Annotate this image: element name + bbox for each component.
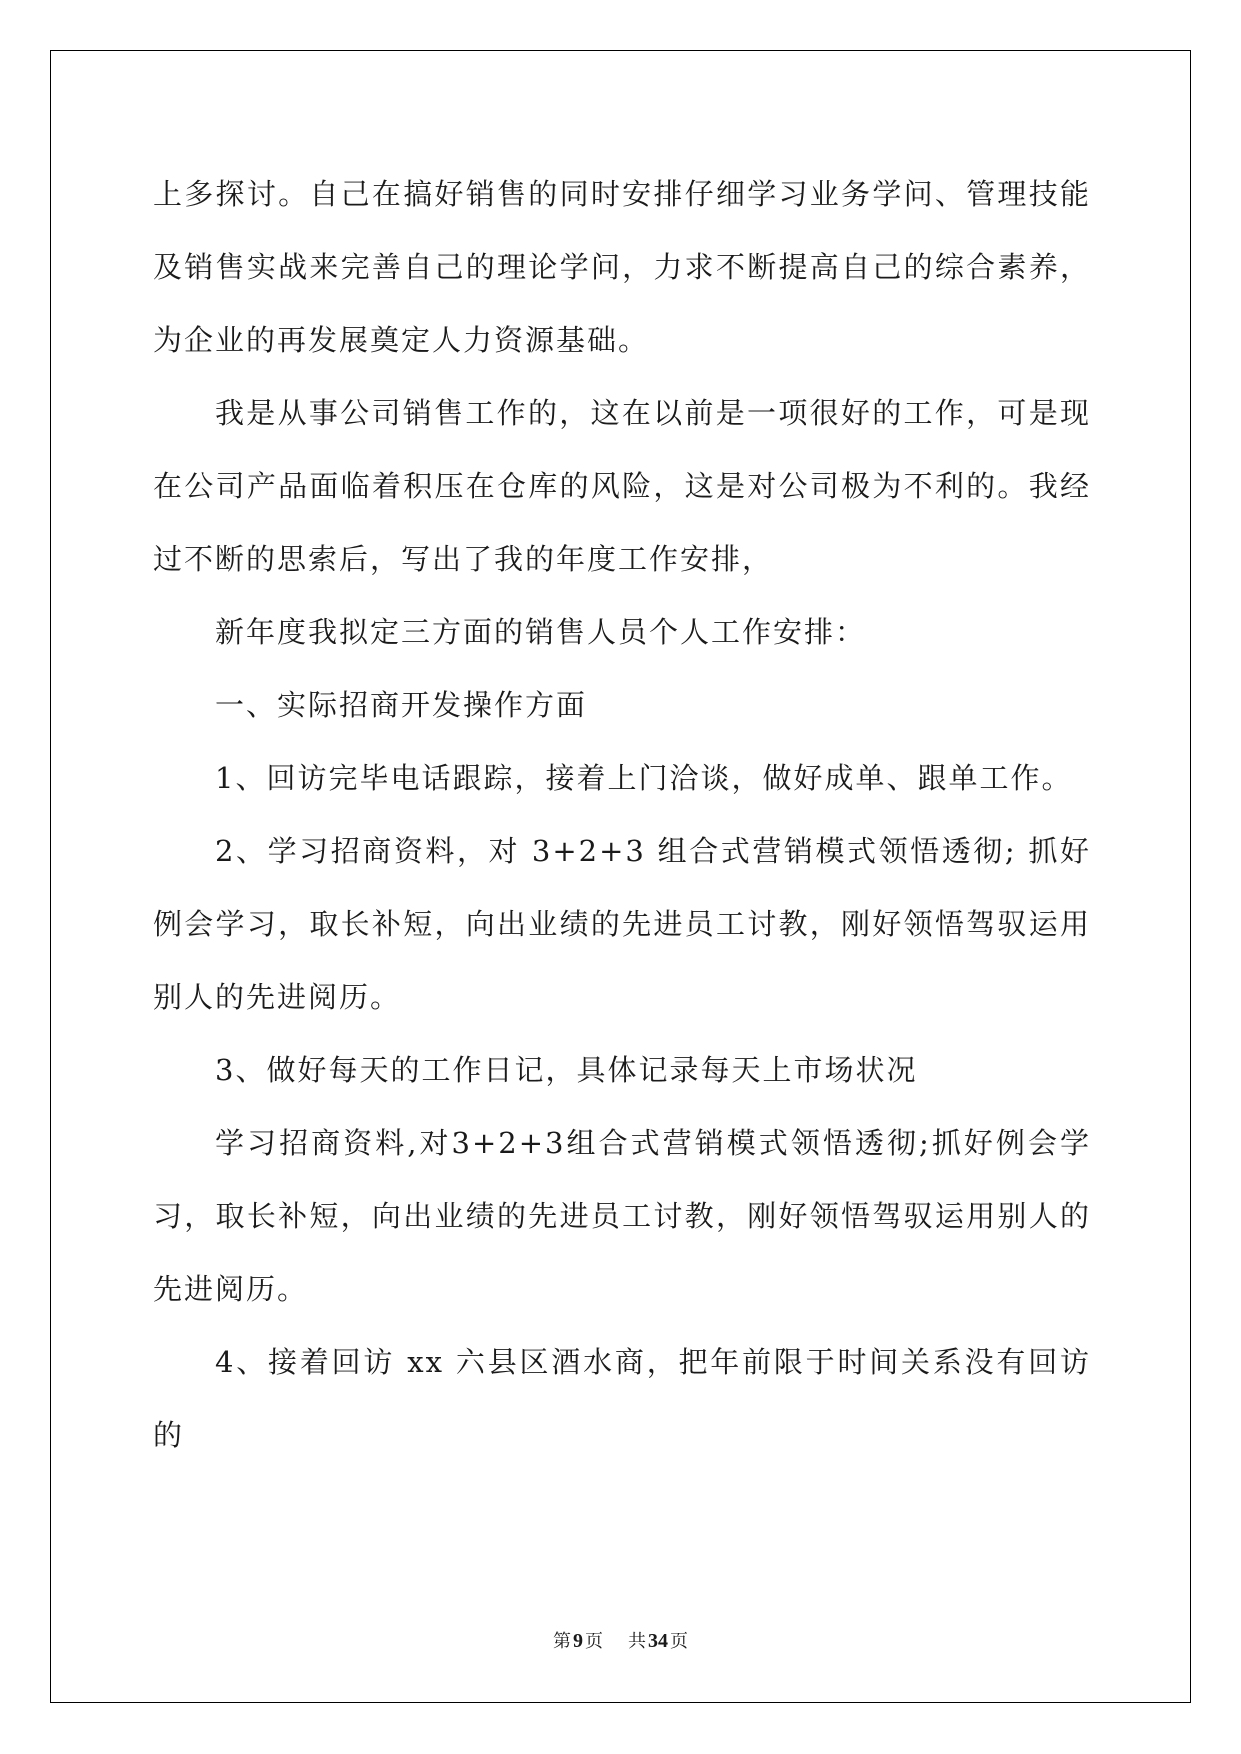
list-item-1: 1、回访完毕电话跟踪，接着上门洽谈，做好成单、跟单工作。 — [215, 761, 1073, 795]
document-body — [153, 158, 1091, 1472]
total-pages: 34 — [647, 1630, 668, 1652]
list-item-3: 3、做好每天的工作日记，具体记录每天上市场状况 — [215, 1053, 918, 1087]
paragraph-2: 我是从事公司销售工作的，这在以前是一项很好的工作，可是现在公司产品面临着积压在仓库的风险，这是对公司极为不利的。我经过不断的思索后，写出了我的年度工作安排， — [153, 396, 1091, 576]
footer-prefix: 第 — [553, 1631, 572, 1652]
page-number: 9 — [573, 1630, 584, 1652]
list-item-2: 2、学习招商资料，对 3+2+3 组合式营销模式领悟透彻; 抓好例会学习，取长补短，向出业绩的先进员工讨教，刚好领悟驾驭运用别人的先进阅历。 — [153, 834, 1091, 1014]
page-footer — [0, 1627, 1241, 1653]
footer-total-suffix: 页 — [669, 1631, 688, 1652]
section-heading: 一、实际招商开发操作方面 — [215, 688, 588, 722]
paragraph-repeat: 学习招商资料,对3+2+3组合式营销模式领悟透彻;抓好例会学习，取长补短，向出业绩的先进员工讨教，刚好领悟驾驭运用别人的先进阅历。 — [153, 1126, 1091, 1306]
footer-total-prefix: 共 — [627, 1631, 646, 1652]
paragraph-3: 新年度我拟定三方面的销售人员个人工作安排： — [215, 615, 867, 649]
footer-page-suffix: 页 — [585, 1631, 604, 1652]
paragraph-1: 上多探讨。自己在搞好销售的同时安排仔细学习业务学问、管理技能及销售实战来完善自己的理论学问，力求不断提高自己的综合素养，为企业的再发展奠定人力资源基础。 — [153, 177, 1091, 357]
list-item-4: 4、接着回访 xx 六县区酒水商，把年前限于时间关系没有回访的 — [153, 1345, 1091, 1452]
